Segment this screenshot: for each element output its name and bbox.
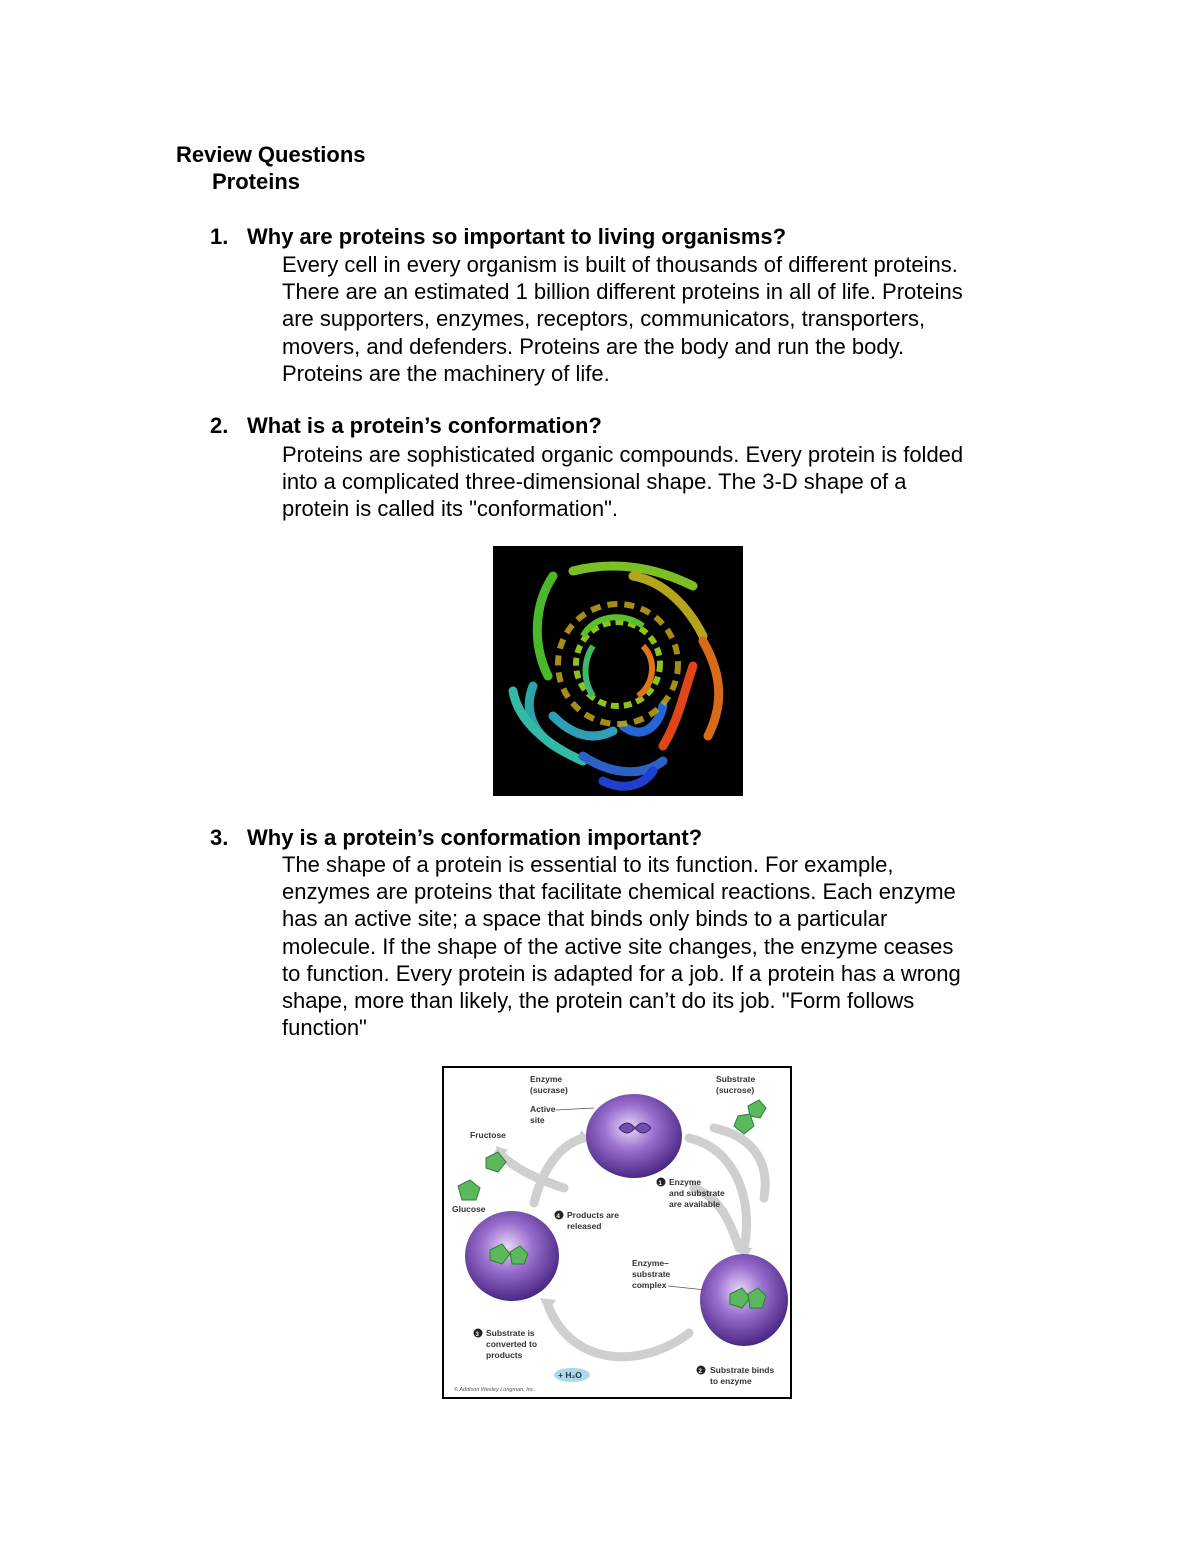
enzyme-label: (sucrase)	[530, 1085, 568, 1095]
step-number: 4	[556, 1214, 560, 1220]
enzyme-label: Enzyme	[530, 1074, 563, 1084]
question-number: 2.	[210, 413, 229, 438]
complex-label: Enzyme–	[632, 1258, 669, 1268]
step-label: Products are	[567, 1210, 619, 1220]
step-label: converted to	[486, 1339, 538, 1349]
answer-block	[282, 851, 1042, 1041]
answer-block	[282, 251, 1042, 387]
answer-line: function"	[282, 1015, 367, 1041]
answer-line: shape, more than likely, the protein can’t do its job. "Form follows	[282, 988, 915, 1014]
question-number: 3.	[210, 825, 229, 850]
question-text: Why are proteins so important to living organisms?	[247, 224, 787, 249]
question-number: 1.	[210, 224, 229, 249]
answer-line: There are an estimated 1 billion different proteins in all of life. Proteins	[282, 279, 963, 305]
answer-line: Every cell in every organism is built of thousands of different proteins.	[282, 252, 958, 277]
step-number: 1	[658, 1181, 662, 1187]
step-label: and substrate	[669, 1188, 725, 1198]
step-number: 2	[698, 1369, 702, 1375]
answer-line: movers, and defenders. Proteins are the body and run the body.	[282, 333, 905, 359]
answer-line: protein is called its "conformation".	[282, 496, 618, 522]
answer-line: enzymes are proteins that facilitate chemical reactions. Each enzyme	[282, 879, 956, 905]
cycle-arrow	[549, 1308, 689, 1357]
step-label: products	[486, 1350, 523, 1360]
step-label: to enzyme	[710, 1376, 752, 1386]
page-title: Review Questions	[176, 142, 366, 167]
answer-line: Proteins are sophisticated organic compounds. Every protein is folded	[282, 442, 964, 467]
water-label: + H₂O	[558, 1370, 582, 1380]
fructose-label: Fructose	[470, 1130, 506, 1140]
step-label: Enzyme	[669, 1177, 702, 1187]
complex-label: substrate	[632, 1269, 671, 1279]
active-site-label: Active	[530, 1104, 556, 1114]
step-number: 3	[475, 1332, 479, 1338]
glucose-shape	[458, 1180, 480, 1200]
step-label: Substrate is	[486, 1328, 535, 1338]
answer-line: are supporters, enzymes, receptors, communicators, transporters,	[282, 306, 926, 332]
answer-line: The shape of a protein is essential to its function. For example,	[282, 852, 894, 877]
answer-line: into a complicated three-dimensional shape. The 3-D shape of a	[282, 469, 907, 495]
cycle-arrow	[534, 1138, 584, 1203]
question-text: Why is a protein’s conformation important?	[247, 825, 703, 850]
answer-line: to function. Every protein is adapted for a job. If a protein has a wrong	[282, 960, 961, 986]
step-label: are available	[669, 1199, 721, 1209]
answer-block	[282, 441, 1042, 523]
glucose-label: Glucose	[452, 1204, 486, 1214]
enzyme-cycle-diagram	[442, 1066, 792, 1399]
section-subtitle: Proteins	[212, 169, 301, 194]
substrate-shape	[734, 1114, 754, 1134]
enzyme-shape	[586, 1094, 682, 1178]
substrate-label: Substrate	[716, 1074, 756, 1084]
answer-line: molecule. If the shape of the active site changes, the enzyme ceases	[282, 933, 954, 959]
answer-line: has an active site; a space that binds only binds to a particular	[282, 906, 888, 932]
active-site-label: site	[530, 1115, 545, 1125]
complex-label: complex	[632, 1280, 667, 1290]
answer-line: Proteins are the machinery of life.	[282, 360, 610, 386]
step-label: released	[567, 1221, 602, 1231]
question-text: What is a protein’s conformation?	[247, 413, 602, 438]
substrate-label: (sucrose)	[716, 1085, 755, 1095]
protein-structure-image	[493, 546, 743, 796]
copyright-note: © Addison Wesley Longman, Inc.	[454, 1387, 536, 1393]
step-label: Substrate binds	[710, 1365, 775, 1375]
